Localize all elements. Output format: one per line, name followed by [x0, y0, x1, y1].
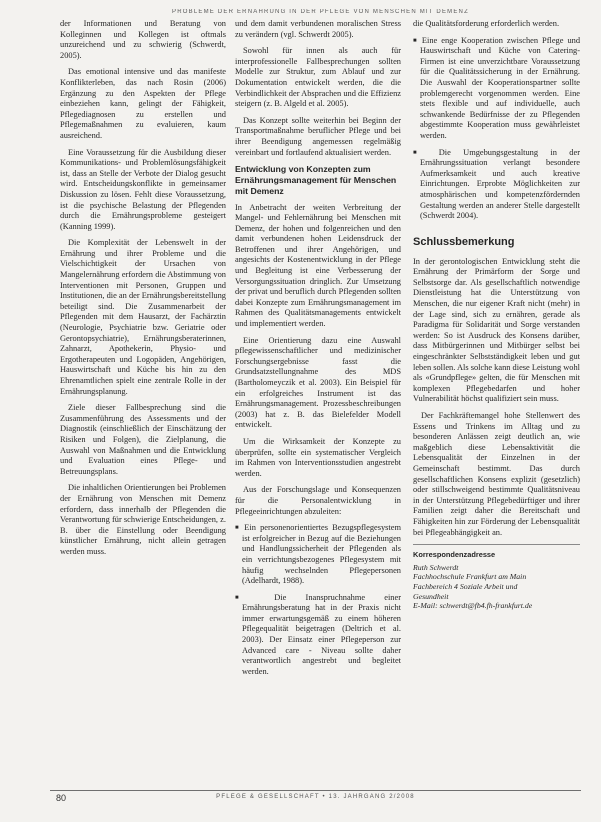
paragraph: und dem damit verbundenen moralischen Stress zu verändern (vgl. Schwerdt 2005). [235, 19, 401, 39]
paragraph: Die Komplexität der Lebenswelt in der Ernährung und ihrer Probleme und die Vielschichtigkeit der Ursachen von Mangelernährung erfordern die Abstimmung von Interventionen mit Personen, Gruppen und Institutionen, die an der Ernährungsbereitstellung beteiligt sind. Die Zusammenarbeit der Pflegenden mit dem Hausarzt, der Fachärztin (Neurologie, Psychiatrie bzw. Geriatrie oder Gerontopsychiatrie), Ernährungsberaterinnen, Zahnarzt, Apothekerin, Physio- und Ergotherapeuten und Logopäden, Angehörigen, Hauswirtschaft und Küche bis hin zu den Ehrenamtlichen spielt eine zentrale Rolle in der Ernährungsplanung. [60, 238, 226, 396]
paragraph: der Informationen und Beratung von Kolleginnen und Kollegen ist oftmals unzureichend und zu schwierig (Schwerdt, 2005). [60, 19, 226, 60]
paragraph: Sowohl für innen als auch für interprofessionelle Fallbesprechungen sollten Modelle zur Struktur, zum Ablauf und zur Dokumentation entwickelt werden, die die Verbindlichkeit der Absprachen und die Effizienz steigern (z. B. Algeld et al. 2005). [235, 46, 401, 109]
paragraph: Das Konzept sollte weiterhin bei Beginn der Transportmaßnahme beruflicher Pflege und bei ihrer Beendigung angemessen regelmäßig vereinbart und fortlaufend aktualisiert werden. [235, 115, 401, 157]
paragraph: Aus der Forschungslage und Konsequenzen für die Personalentwicklung in Pflegeeinrichtungen abzuleiten: [235, 485, 401, 516]
correspondence-heading: Korrespondenzadresse [413, 550, 496, 560]
page-number: 80 [56, 793, 67, 803]
paragraph: Die inhaltlichen Orientierungen bei Problemen der Ernährung von Menschen mit Demenz erfordern, dass innerhalb der Pflegenden die Verantwortung für schwierige Entscheidungen, z. B. über die Einstellung oder Beendigung künstlicher Ernährung, nicht allein getragen werden muss. [60, 483, 226, 556]
paragraph: Ziele dieser Fallbesprechung sind die Zusammenführung des Assessments und der Diagnostik (einschließlich der Einschätzung der Risiken und Folgen), die Zielplanung, die Auswahl von Maßnahmen und die Entwicklung und Evaluation eines Pflege- und Betreuungsplans. [60, 403, 226, 476]
bullet-item: ■ Die Inanspruchnahme einer Ernährungsberatung hat in der Praxis nicht immer erwartungsgemäß zu einem höheren Pflegequalität beigetragen (Deltrich et al. 2003). Der Einsatz einer Pflegeperson zur Advanced care - Niveau sollte daher verantwortlich angestrebt und begleitet werden. [235, 593, 401, 678]
bullet-item: ■ Die Umgebungsgestaltung in der Ernährungssituation verlangt besondere Aufmerksamkeit und auch kreative Einrichtungen. Erprobte Möglichkeiten zur atmosphärischen und kompetenzfördernden Gestaltung werden an anderer Stelle dargestellt (Schwerdt 2004). [413, 148, 580, 222]
text-column-2 [235, 19, 401, 764]
running-head: PROBLEME DER ERNÄHRUNG IN DER PFLEGE VON MENSCHEN MIT DEMENZ [172, 9, 469, 15]
paragraph: Um die Wirksamkeit der Konzepte zu überprüfen, sollte ein systematischer Vergleich im Rahmen von Interventionsstudien angestrebt werden. [235, 436, 401, 478]
bullet-item: ■ Eine enge Kooperation zwischen Pflege und Hauswirtschaft und Küche von Catering-Firmen ist eine unverzichtbare Voraussetzung für die Qualitätssicherung in der Ernährung. Die Auswahl der Kooperationspartner sollte problemgerecht vorgenommen werden. Eine stets flexible und auf individuelle, auch schwankende Bedürfnisse der zu Pflegenden abgestimmte Kooperation muss gewährleistet werden. [413, 36, 580, 142]
correspondence-line: Fachhochschule Frankfurt am Main [413, 572, 527, 582]
text-column-1 [60, 19, 226, 764]
paragraph: Eine Voraussetzung für die Ausbildung dieser Kommunikations- und Problemlösungsfähigkeit ist, dass an Stelle der Verbote der Dialog gesucht wird. Entscheidungskonflikte in gemeinsamer Diskussion zu lösen. Fehlt diese Voraussetzung, ist die psychische Belastung der Pflegenden durch die Ernährungsprobleme gesteigert (Kanning 1999). [60, 147, 226, 231]
section-heading-conclusion: Schlussbemerkung [413, 235, 515, 248]
correspondence-line: Gesundheit [413, 591, 449, 601]
paragraph: In der gerontologischen Entwicklung steht die Ernährung der Primärform der Sorge und Selbstsorge dar. Als gesellschaftlich notwendige Dienstleistung hat die Unterstützung von Menschen, die nur eigener Kraft nicht (mehr) in der Lage sind, sich zu ernähren, gerade als Paradigma für Solidarität und Sorge verstanden werden: So ist Ausdruck des Konsens darüber, dass Mitbürgerinnen und Mitbürger selbst bei eingeschränkter Selbstständigkeit leben und gut leben sollen. Als solche kann diese Leistung wohl als «Grundpflege» gelten, die für Menschen mit komplexen Pflegebedarfen und hoher Vulnerabilität höchst qualifiziert sein muss. [413, 256, 580, 404]
correspondence-line: Ruth Schwerdt [413, 562, 459, 572]
paragraph: die Qualitätsforderung erforderlich werden. [413, 19, 560, 28]
page-footer [50, 790, 581, 805]
correspondence-line: Fachbereich 4 Soziale Arbeit und [413, 581, 518, 591]
correspondence-block [413, 544, 580, 611]
bullet-item: ■ Ein personenorientiertes Bezugspflegesystem ist erfolgreicher in Bezug auf die Beziehungen und Handlungssicherheit der Pflegenden als ein verrichtungsbezogenes Pflegesystem mit häufig wechselnden Pflegepersonen (Adelhardt, 1988). [235, 523, 401, 587]
section-heading: Entwicklung von Konzepten zum Ernährungsmanagement für Menschen mit Demenz [235, 164, 397, 196]
paragraph: Das emotional intensive und das manifeste Konflikterleben, das nach Rosin (2006) Ergänzung zu den Aspekten der Pflege einbeziehen kann, gelingt der Fähigkeit, Pflegediagnosen zu erstellen und Pflegemaßnahmen zu evaluieren, kaum ausreichend. [60, 67, 226, 140]
paragraph: Der Fachkräftemangel hohe Stellenwert des Essens und Trinkens im Alltag und zu besonderen Anlässen zeigt deutlich an, wie maßgeblich diese Lebensaktivität die Lebensqualität der Einzelnen in der Gemeinschaft bestimmt. Das durch gesellschaftlichen Konsens explizit (gesetzlich) oder stillschweigend bestimmte Qualitätsniveau in der Unterstützung Pflegebedürftiger und ihrer Familien zeigt daher die Bereitschaft und Fähigkeiten hin zur Förderung der Lebensqualität bei Pflegeabhängigkeit an. [413, 411, 580, 537]
journal-name: PFLEGE & GESELLSCHAFT • 13. JAHRGANG 2/2008 [216, 794, 415, 800]
correspondence-email: E-Mail: schwerdt@fb4.fh-frankfurt.de [413, 601, 533, 611]
text-column-3 [413, 19, 580, 764]
paragraph: In Anbetracht der weiten Verbreitung der Mangel- und Fehlernährung bei Menschen mit Demenz, der hohen und folgenreichen und den damit verbundenen hohen Leidensdruck der Betroffenen und ihrer Angehörigen, und angesichts der Kostenentwicklung in der Pflege und Begleitung ist eine Verbesserung der Versorgungssituation dringlich. Zur Umsetzung der privat und beruflich durch Pflegenden sollten dabei Konzepte zum Ernährungsmanagement im Rahmen des Qualitätsmanagements entwickelt und implementiert werden. [235, 202, 401, 329]
paragraph: Eine Orientierung dazu eine Auswahl pflegewissenschaftlicher und medizinischer Forschungsergebnisse fasst die Grundsatzstellungnahme des MDS (Bartholomeyczik et al. 2003). Ein Beispiel für ein erfolgreiches Instrument ist das Ernährungsmanagement. Prozessbeschreibungen (2003) hat z. B. das Bielefelder Modell entwickelt. [235, 335, 401, 430]
